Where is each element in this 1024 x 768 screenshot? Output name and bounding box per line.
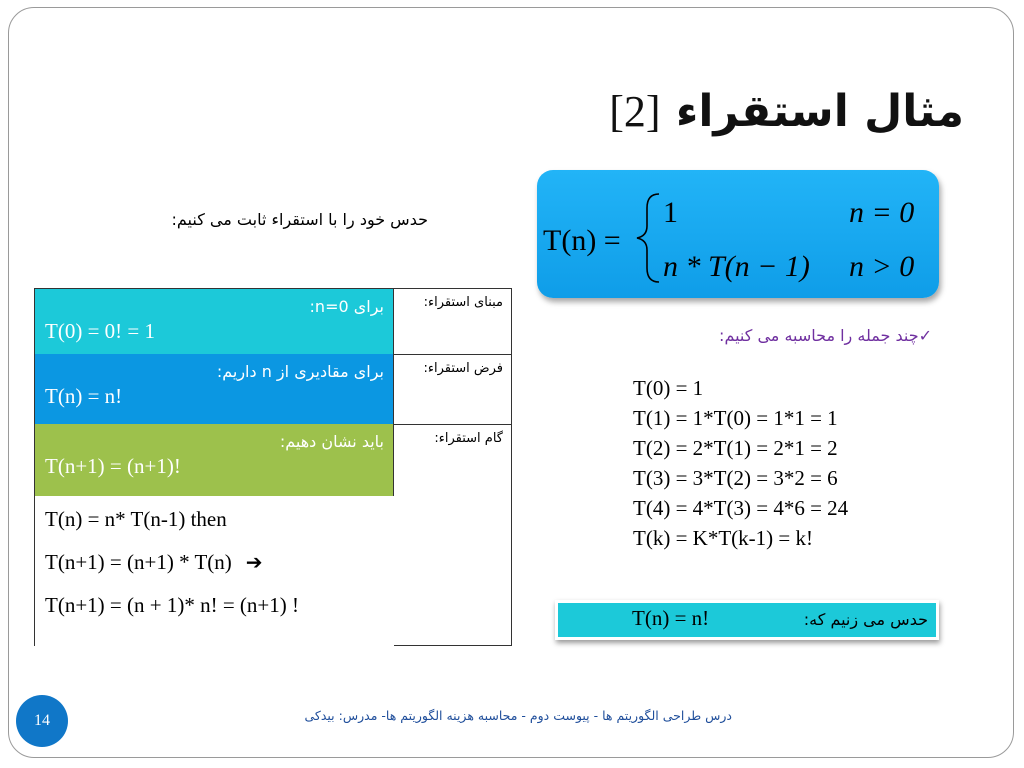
base-case-label: مبنای استقراء: [393, 289, 511, 354]
base-case-cell [35, 289, 394, 354]
guess-label: حدس می زنیم که: [803, 610, 928, 629]
hypothesis-label: فرض استقراء: [393, 354, 511, 424]
base-case-equation: T(0) = 0! = 1 [45, 319, 155, 343]
formula-case2-condition: n > 0 [849, 250, 915, 283]
page-number-badge [16, 695, 68, 747]
computed-value-line: T(4) = 4*T(3) = 4*6 = 24 [633, 496, 849, 520]
recurrence-formula-box [537, 170, 939, 298]
formula-case1-condition: n = 0 [849, 196, 915, 229]
compute-bullet-text: چند جمله را محاسبه می کنیم: [719, 326, 919, 345]
hypothesis-text: برای مقادیری از n داریم: [216, 362, 384, 381]
page-number: 14 [34, 712, 50, 729]
recurrence-formula [537, 170, 939, 298]
computed-value-line: T(0) = 1 [633, 376, 704, 400]
title-number: [2] [609, 87, 661, 136]
computed-value-line: T(k) = K*T(k-1) = k! [633, 526, 813, 550]
computed-value-line: T(2) = 2*T(1) = 2*1 = 2 [633, 436, 838, 460]
proof-step-3: T(n+1) = (n + 1)* n! = (n+1) ! [45, 593, 299, 617]
hypothesis-equation: T(n) = n! [45, 384, 123, 408]
hypothesis-cell [35, 354, 394, 424]
proof-steps-cell [35, 496, 394, 646]
step-equation: T(n+1) = (n+1)! [45, 454, 181, 478]
computed-value-line: T(3) = 3*T(2) = 3*2 = 6 [633, 466, 838, 490]
formula-brace [637, 194, 659, 282]
induction-proof-table [34, 288, 512, 646]
formula-case2-value: n * T(n − 1) [663, 250, 810, 283]
intro-text: حدس خود را با استقراء ثابت می کنیم: [171, 210, 428, 229]
checkmark-icon: ✓ [918, 326, 932, 345]
slide-title [609, 82, 964, 142]
step-text: باید نشان دهیم: [279, 432, 384, 451]
computed-values-list [633, 373, 848, 553]
step-label: گام استقراء: [393, 424, 511, 646]
title-text: مثال استقراء [675, 86, 964, 137]
proof-step-2: T(n+1) = (n+1) * T(n) [45, 550, 232, 574]
step-cell [35, 424, 394, 496]
slide-footer: درس طراحی الگوریتم ها - پیوست دوم - محاسبه هزینه الگوریتم ها- مدرس: بیدکی [304, 708, 732, 723]
proof-step-2-line [45, 541, 384, 584]
base-case-text: برای n=0: [309, 297, 384, 316]
guess-result-box [555, 600, 939, 640]
computed-value-line: T(1) = 1*T(0) = 1*1 = 1 [633, 406, 838, 430]
formula-case1-value: 1 [663, 196, 678, 229]
guess-equation: T(n) = n! [632, 606, 710, 630]
compute-bullet [719, 326, 932, 345]
arrow-right-icon: ➔ [245, 550, 263, 574]
formula-lhs: T(n) = [543, 224, 621, 257]
proof-step-1: T(n) = n* T(n-1) then [45, 507, 227, 531]
